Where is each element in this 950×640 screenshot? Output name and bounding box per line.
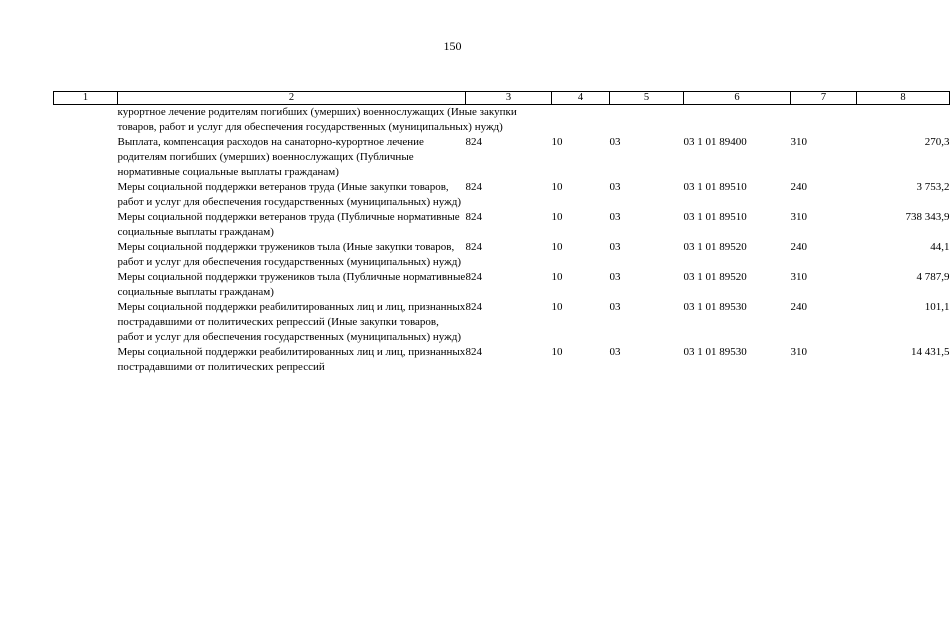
row-amount: 14 431,5 [911,346,950,358]
row-expense-type: 240 [790,301,807,313]
table-row [54,300,950,345]
column-header-6: 6 [684,92,791,105]
row-subsection: 03 [609,181,621,193]
row-subsection: 03 [609,136,621,148]
cell-empty [54,270,118,300]
row-subsection: 03 [609,241,621,253]
row-target: 03 1 01 89530 [683,301,747,313]
row-code: 824 [465,211,482,223]
row-section: 10 [551,136,563,148]
row-code: 824 [465,136,482,148]
cell-empty [54,105,118,136]
row-amount: 4 787,9 [916,271,950,283]
row-amount: 101,1 [924,301,950,313]
table-row-continuation [54,105,950,136]
row-target: 03 1 01 89520 [683,241,747,253]
column-header-4: 4 [552,92,610,105]
row-amount: 738 343,9 [905,211,950,223]
row-target: 03 1 01 89520 [683,271,747,283]
row-subsection: 03 [609,211,621,223]
row-section: 10 [551,301,563,313]
row-description: Меры социальной поддержки реабилитированных лиц и лиц, признанных пострадавшими от политических репрессий (Иные закупки товаров, работ и услуг для обеспечения государственных (муниципальных) нужд) [117,301,466,343]
row-subsection: 03 [609,301,621,313]
cell-empty [54,135,118,180]
row-expense-type: 240 [790,181,807,193]
cell-empty [54,210,118,240]
row-description: Меры социальной поддержки тружеников тыла (Публичные нормативные социальные выплаты гражданам) [117,271,466,298]
row-amount: 44,1 [930,241,950,253]
budget-table [53,91,950,375]
row-description: Выплата, компенсация расходов на санаторно-курортное лечение родителям погибших (умерших) военнослужащих (Публичные нормативные социальные выплаты гражданам) [117,136,424,178]
row-section: 10 [551,211,563,223]
column-header-7: 7 [791,92,857,105]
row-expense-type: 310 [790,136,807,148]
row-description-continuation: курортное лечение родителям погибших (умерших) военнослужащих (Иные закупки товаров, работ и услуг для обеспечения государственных (муниципальных) нужд) [117,106,517,133]
table-row [54,345,950,375]
column-header-5: 5 [610,92,684,105]
table-row [54,240,950,270]
column-header-2: 2 [118,92,466,105]
row-description: Меры социальной поддержки ветеранов труда (Иные закупки товаров, работ и услуг для обеспечения государственных (муниципальных) нужд) [117,181,462,208]
row-target: 03 1 01 89530 [683,346,747,358]
table-row [54,135,950,180]
row-expense-type: 310 [790,346,807,358]
row-expense-type: 310 [790,211,807,223]
row-target: 03 1 01 89400 [683,136,747,148]
cell-empty [54,345,118,375]
row-amount: 3 753,2 [916,181,950,193]
row-code: 824 [465,181,482,193]
page-number: 150 [443,39,462,53]
table-row [54,180,950,210]
row-description: Меры социальной поддержки ветеранов труда (Публичные нормативные социальные выплаты гражданам) [117,211,460,238]
row-target: 03 1 01 89510 [683,181,747,193]
cell-empty [54,300,118,345]
row-code: 824 [465,241,482,253]
row-section: 10 [551,271,563,283]
row-section: 10 [551,181,563,193]
row-description: Меры социальной поддержки тружеников тыла (Иные закупки товаров, работ и услуг для обеспечения государственных (муниципальных) нужд) [117,241,462,268]
row-target: 03 1 01 89510 [683,211,747,223]
row-section: 10 [551,346,563,358]
row-code: 824 [465,301,482,313]
row-subsection: 03 [609,271,621,283]
column-header-1: 1 [54,92,118,105]
row-expense-type: 240 [790,241,807,253]
cell-empty [54,180,118,210]
column-header-3: 3 [466,92,552,105]
column-header-8: 8 [857,92,950,105]
cell-empty [54,240,118,270]
row-code: 824 [465,271,482,283]
row-description: Меры социальной поддержки реабилитированных лиц и лиц, признанных пострадавшими от политических репрессий [117,346,466,373]
row-subsection: 03 [609,346,621,358]
header-row [54,92,950,105]
row-section: 10 [551,241,563,253]
row-code: 824 [465,346,482,358]
row-amount: 270,3 [924,136,950,148]
table-row [54,210,950,240]
row-expense-type: 310 [790,271,807,283]
table-row [54,270,950,300]
